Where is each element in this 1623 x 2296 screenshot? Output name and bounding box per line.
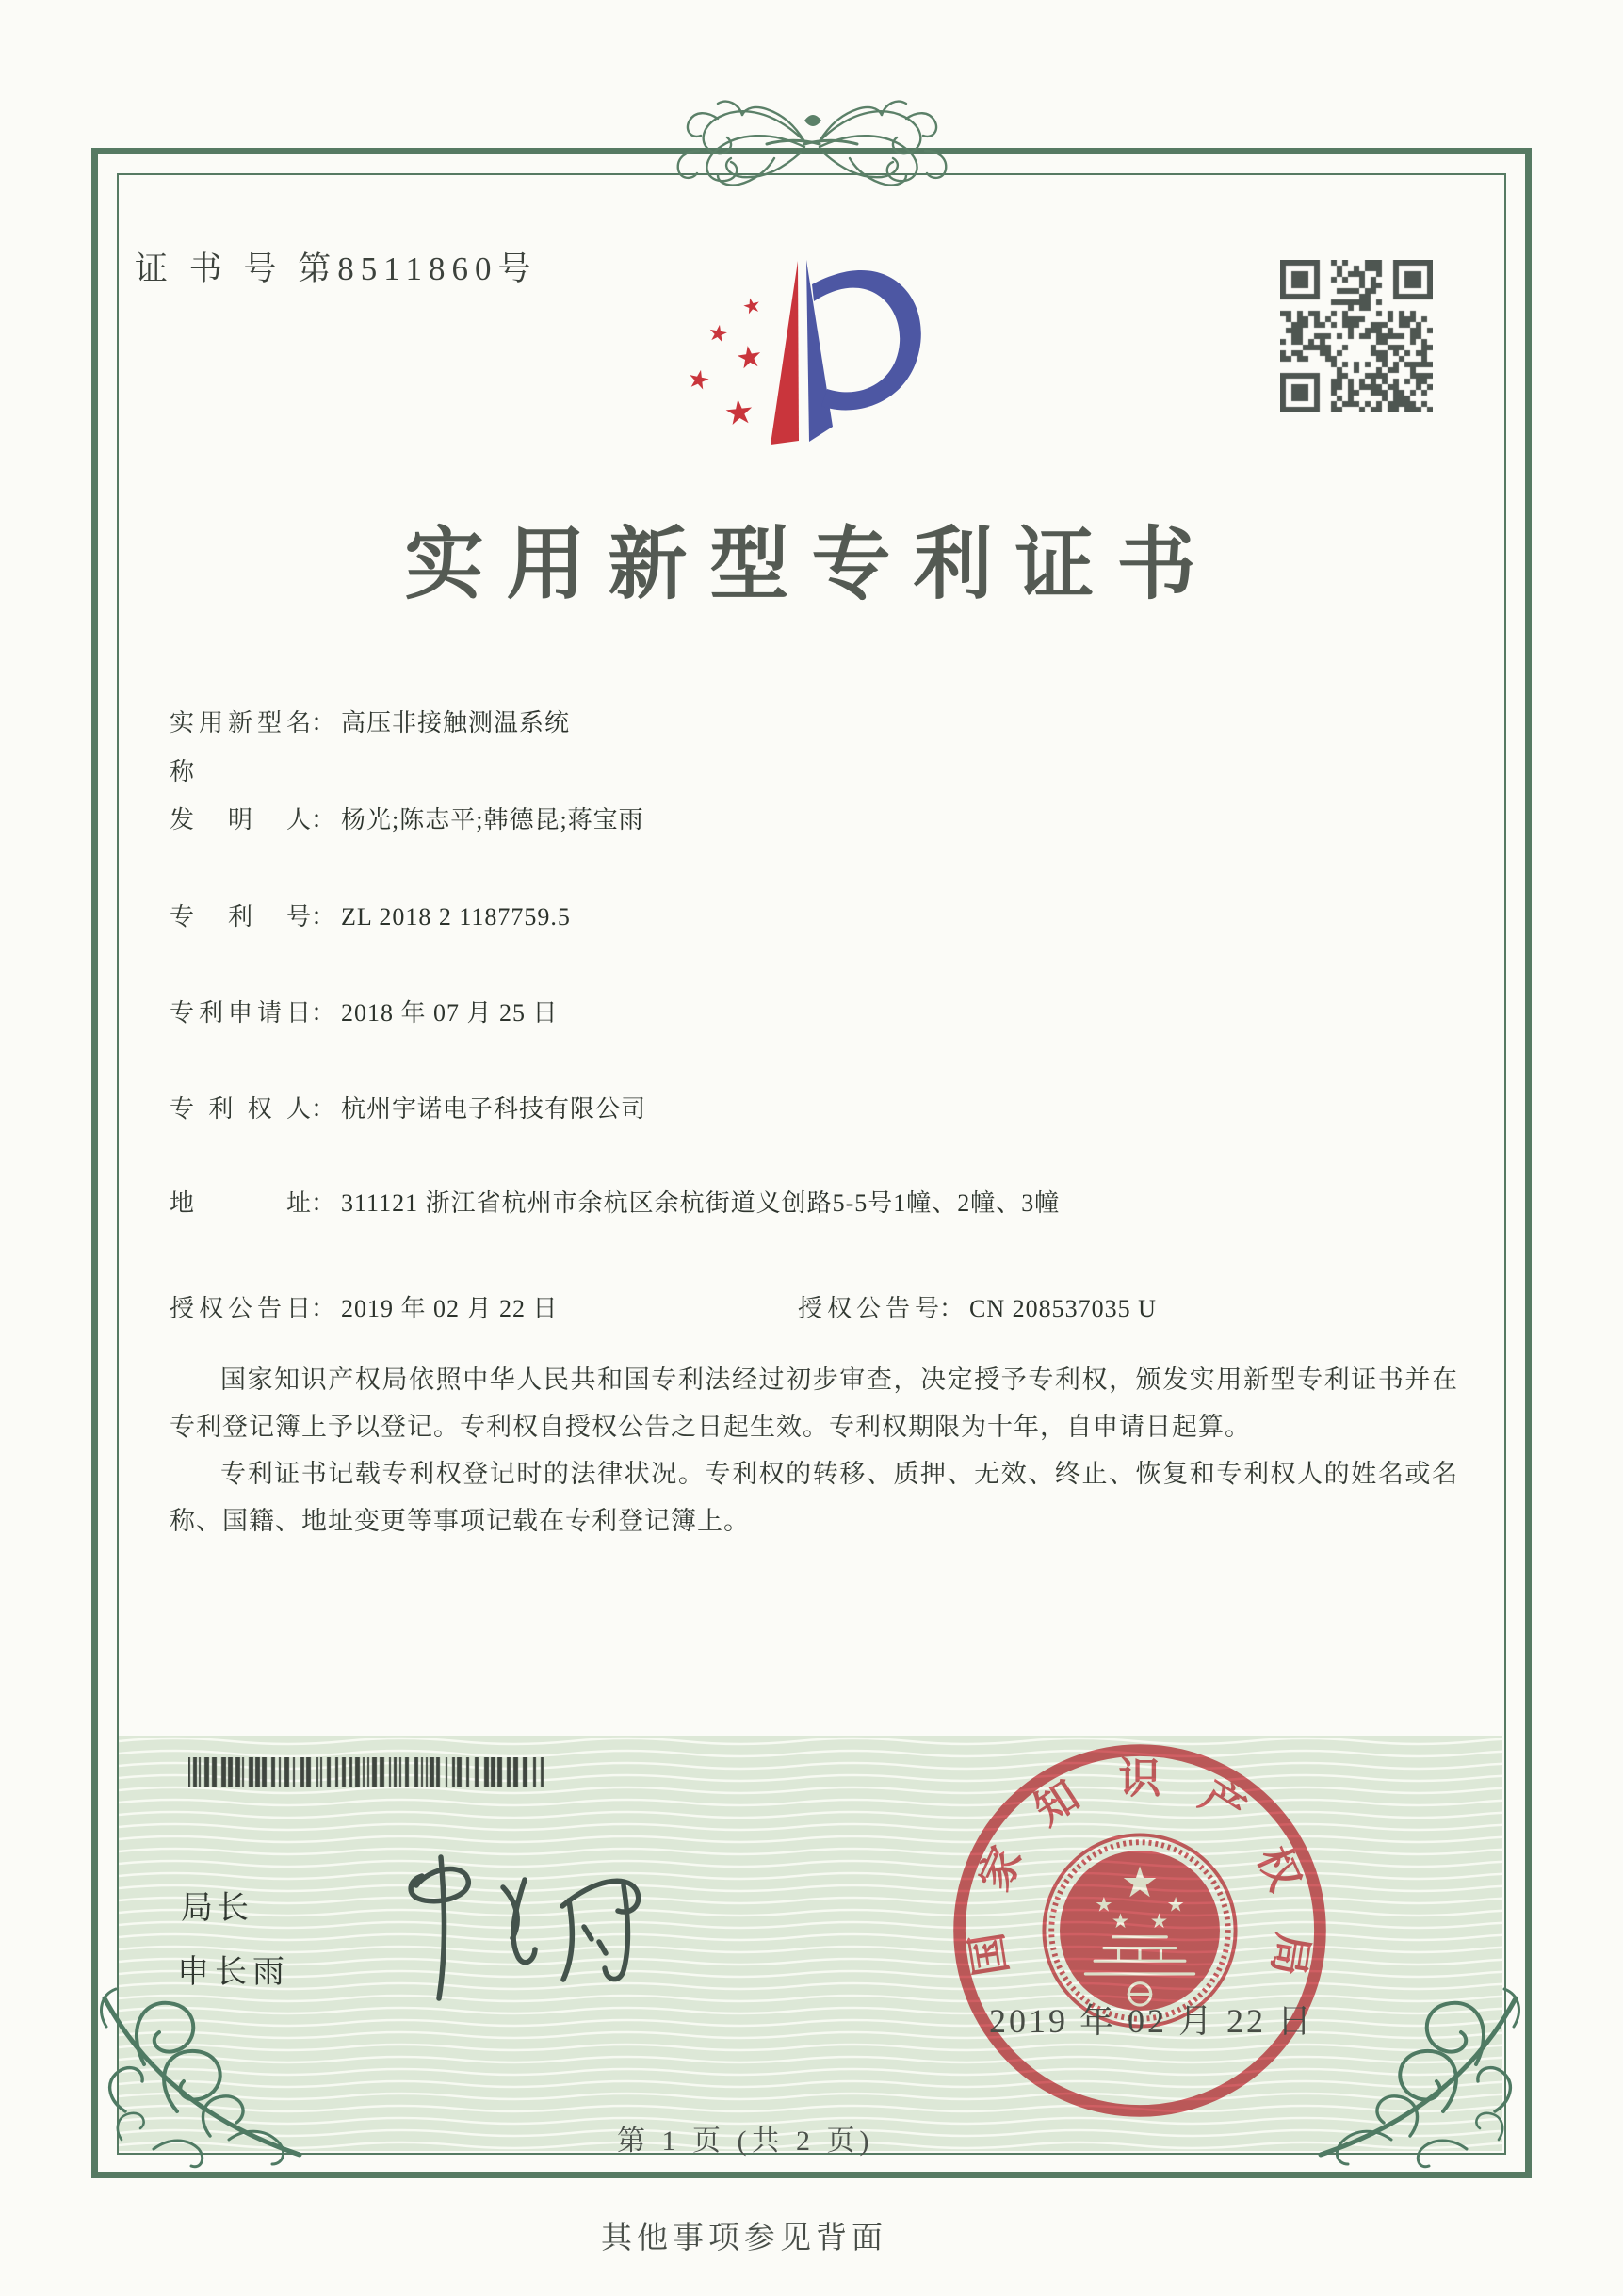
top-dragon-ornament-icon bbox=[558, 92, 1066, 196]
field-label: 授权公告日 bbox=[170, 1295, 311, 1322]
field-label: 专利申请日 bbox=[170, 999, 311, 1027]
certificate-title: 实用新型专利证书 bbox=[404, 522, 1219, 609]
footer-note: 其他事项参见背面 bbox=[601, 2222, 887, 2256]
commissioner-name: 申长雨 bbox=[177, 1955, 290, 1990]
field-label: 授权公告号 bbox=[798, 1295, 939, 1322]
svg-text:★: ★ bbox=[1120, 1856, 1160, 1907]
field-label: 实用新型名称 bbox=[170, 709, 311, 785]
field-label: 专利号 bbox=[170, 903, 311, 930]
svg-text:★: ★ bbox=[722, 392, 756, 434]
field-row-grant bbox=[170, 1285, 1460, 1334]
field-row-utility-model-name bbox=[170, 699, 1460, 797]
cnipa-official-seal-icon bbox=[942, 1733, 1338, 2128]
field-colon: ： bbox=[311, 1295, 336, 1322]
svg-text:★: ★ bbox=[733, 337, 766, 377]
seal-char: 权 bbox=[1248, 1839, 1309, 1899]
grant-number-group bbox=[798, 1285, 1448, 1334]
seal-char: 产 bbox=[1192, 1771, 1254, 1835]
seal-char: 识 bbox=[1118, 1754, 1161, 1803]
field-value: 311121 浙江省杭州市余杭区余杭街道义创路5-5号1幢、2幢、3幢 bbox=[341, 1189, 1061, 1217]
certificate-number: 证 书 号 第8511860号 bbox=[135, 251, 538, 287]
page-number: 第 1 页 (共 2 页) bbox=[617, 2126, 874, 2157]
seal-char: 国 bbox=[963, 1930, 1016, 1980]
shen-changyu-signature-icon bbox=[369, 1848, 661, 2017]
field-row-patentee bbox=[170, 1085, 1460, 1134]
field-colon: ： bbox=[311, 806, 336, 833]
svg-text:★: ★ bbox=[1111, 1910, 1130, 1934]
legal-paragraph: 国家知识产权局依照中华人民共和国专利法经过初步审查，决定授予专利权，颁发实用新型专利证书并在专利登记簿上予以登记。专利权自授权公告之日起生效。专利权期限为十年，自申请日起算。 bbox=[170, 1366, 1458, 1441]
field-label: 专利权人 bbox=[170, 1095, 311, 1123]
field-row-filing-date bbox=[170, 989, 1460, 1038]
seal-char: 知 bbox=[1026, 1771, 1088, 1835]
field-colon: ： bbox=[311, 1189, 336, 1217]
svg-text:★: ★ bbox=[739, 293, 765, 321]
field-colon: ： bbox=[311, 709, 336, 736]
field-value: 2018 年 07 月 25 日 bbox=[341, 999, 559, 1027]
field-value: CN 208537035 U bbox=[969, 1295, 1157, 1322]
legal-paragraph: 专利证书记载专利权登记时的法律状况。专利权的转移、质押、无效、终止、恢复和专利权人的姓名或名称、国籍、地址变更等事项记载在专利登记簿上。 bbox=[170, 1460, 1458, 1535]
field-row-inventors bbox=[170, 796, 1460, 845]
commissioner-title: 局长 bbox=[181, 1891, 252, 1926]
legal-text-block bbox=[170, 1356, 1458, 1544]
cnipa-logo-icon bbox=[610, 218, 935, 473]
field-colon: ： bbox=[939, 1295, 965, 1322]
field-colon: ： bbox=[311, 1095, 336, 1123]
field-row-address bbox=[170, 1179, 1460, 1228]
svg-text:★: ★ bbox=[1095, 1893, 1113, 1917]
field-value: 高压非接触测温系统 bbox=[341, 709, 571, 736]
corner-flourish-icon bbox=[88, 1970, 309, 2191]
field-value: 2019 年 02 月 22 日 bbox=[341, 1295, 559, 1322]
field-label: 发明人 bbox=[170, 806, 311, 833]
barcode bbox=[188, 1757, 544, 1787]
svg-text:★: ★ bbox=[1149, 1910, 1169, 1934]
field-value: 杭州宇诺电子科技有限公司 bbox=[341, 1095, 647, 1123]
svg-text:★: ★ bbox=[684, 364, 713, 397]
seal-char: 局 bbox=[1263, 1930, 1317, 1980]
field-colon: ： bbox=[311, 903, 336, 930]
corner-flourish-icon bbox=[1311, 1970, 1533, 2191]
qr-code bbox=[1280, 260, 1433, 412]
field-colon: ： bbox=[311, 999, 336, 1027]
svg-text:★: ★ bbox=[1166, 1893, 1185, 1917]
seal-char: 家 bbox=[970, 1839, 1031, 1899]
field-label: 地址 bbox=[170, 1189, 311, 1217]
svg-text:★: ★ bbox=[706, 318, 731, 348]
seal-date: 2019 年 02 月 22 日 bbox=[989, 2002, 1315, 2040]
field-row-patent-number bbox=[170, 893, 1460, 942]
field-value: ZL 2018 2 1187759.5 bbox=[341, 903, 571, 930]
field-value: 杨光;陈志平;韩德昆;蒋宝雨 bbox=[341, 806, 644, 833]
